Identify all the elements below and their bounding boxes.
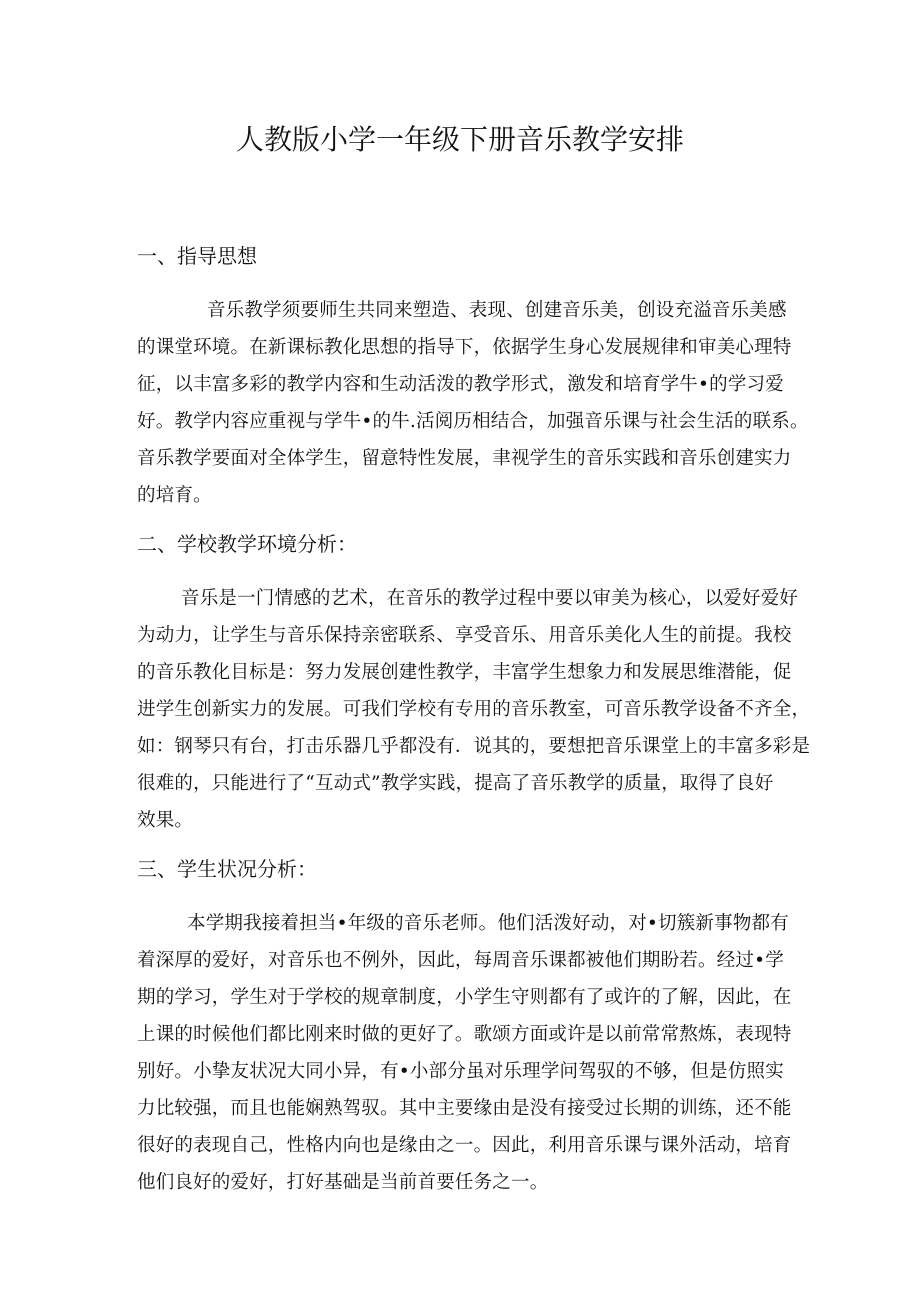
paragraph-line: 上课的时候他们都比刚来时做的更好了。歌颂方面或许是以前常常熬炼，表现特 — [137, 1024, 792, 1045]
paragraph-line: 音乐教学要面对全体学生，留意特性发展，聿视学生的音乐实践和音乐创建实力 — [137, 448, 792, 469]
paragraph-line: 别好。小挚友状况大同小异，有•小部分虽对乐理学问驾驭的不够，但是仿照实 — [137, 1061, 784, 1082]
paragraph-line: 本学期我接着担当•年级的音乐老师。他们活泼好动，对•切簇新事物都有 — [187, 913, 789, 934]
paragraph-line: 很好的表现自己，性格内向也是缘由之一。因此，利用音乐课与课外活动，培育 — [137, 1135, 792, 1156]
paragraph-line: 的音乐教化目标是：努力发展创建性教学，丰富学生想象力和发展思维潜能，促 — [137, 662, 792, 683]
paragraph-line: 很难的，只能进行了“互动式”教学实践，提高了音乐教学的质量，取得了良好 — [137, 773, 774, 794]
section-heading-school-environment: 二、学校教学环境分析： — [137, 532, 357, 556]
section-paragraph-student-analysis — [137, 905, 792, 1201]
section-heading-guiding-thought: 一、指导思想 — [137, 244, 257, 268]
paragraph-line: 效果。 — [137, 810, 194, 831]
paragraph-line: 为动力，让学生与音乐保持亲密联系、享受音乐、用音乐美化人生的前提。我校 — [137, 625, 792, 646]
document-title: 人教版小学一年级下册音乐教学安排 — [235, 123, 684, 156]
section-paragraph-school-environment — [137, 580, 811, 839]
paragraph-line: 着深厚的爱好，对音乐也不例外，因此，每周音乐课都被他们期盼若。经过•学 — [137, 950, 784, 971]
section-heading-student-analysis: 三、学生状况分析： — [137, 857, 317, 881]
paragraph-line: 音乐教学须要师生共同来塑造、表现、创建音乐美，创设充溢音乐美感 — [207, 300, 787, 321]
paragraph-line: 期的学习，学生对于学校的规章制度，小学生守则都有了或许的了解，因此，在 — [137, 987, 792, 1008]
paragraph-line: 音乐是一门情感的艺术，在音乐的教学过程中要以审美为核心，以爱好爱好 — [181, 588, 799, 609]
section-paragraph-guiding-thought — [137, 292, 809, 514]
paragraph-line: 进学生创新实力的发展。可我们学校有专用的音乐教室，可音乐教学设备不齐全， — [137, 699, 811, 720]
paragraph-line: 征，以丰富多彩的教学内容和生动活泼的教学形式，激发和培育学牛•的学习爱 — [137, 374, 784, 395]
paragraph-line: 力比较强，而且也能娴熟驾驭。其中主要缘由是没有接受过长期的训练，还不能 — [137, 1098, 792, 1119]
paragraph-line: 的课堂环境。在新课标教化思想的指导下，依据学生身心发展规律和审美心理特 — [137, 337, 792, 358]
paragraph-line: 他们良好的爱好，打好基础是当前首要任务之一。 — [137, 1172, 549, 1193]
paragraph-line: 如：钢琴只有台，打击乐器几乎都没有．说其的，要想把音乐课堂上的丰富多彩是 — [137, 736, 811, 757]
paragraph-line: 好。教学内容应重视与学牛•的牛.活阅历相结合，加强音乐课与社会生活的联系。 — [137, 411, 809, 432]
paragraph-line: 的培育。 — [137, 485, 212, 506]
